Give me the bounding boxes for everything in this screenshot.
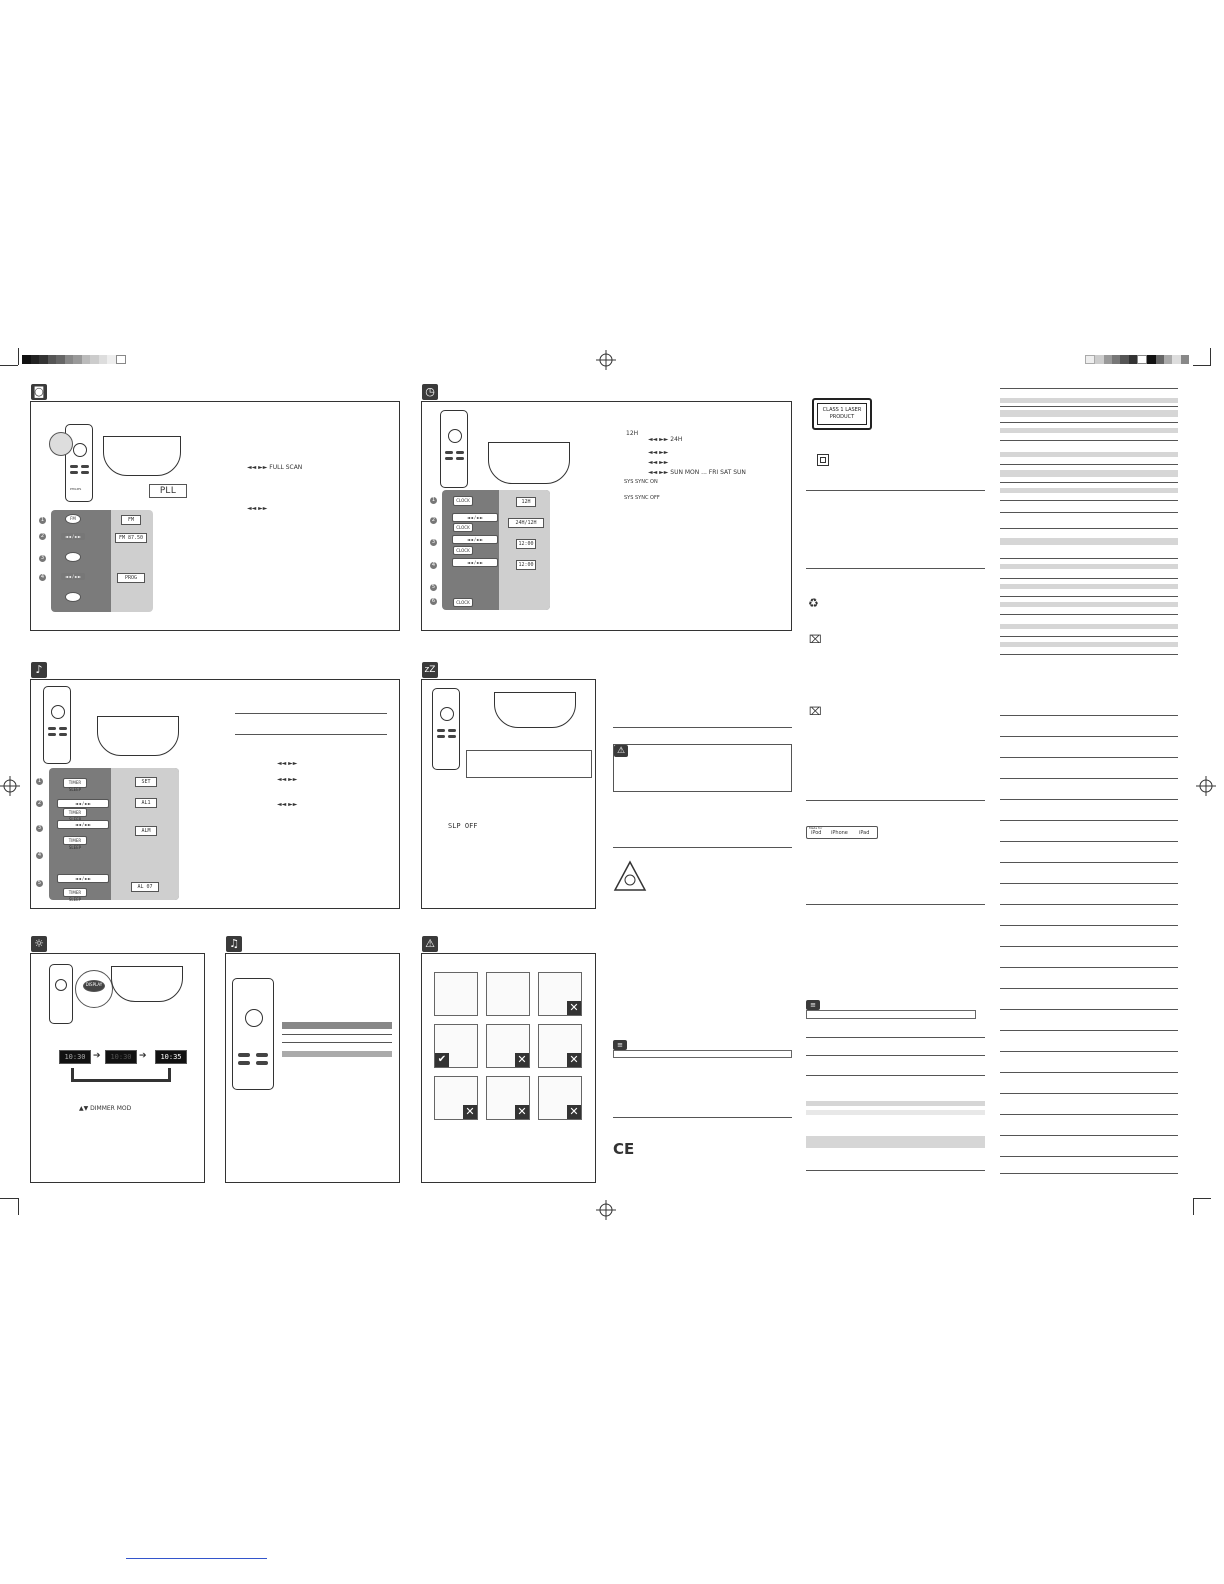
step-display: ALM (135, 826, 157, 836)
laser-product-label (812, 398, 872, 430)
spec-row (806, 1136, 985, 1148)
divider (282, 1042, 392, 1043)
note-line: ◄◄ ►► (648, 459, 669, 466)
step-button: TIMER SLEEP (63, 778, 87, 788)
sleep-display-strip (466, 750, 592, 778)
spec-list (1000, 715, 1178, 1175)
note-line: ◄◄ ►► SUN MON ... FRI SAT SUN (648, 469, 746, 476)
registration-mark-bottom (596, 1200, 616, 1220)
ce-mark: CE (613, 1140, 635, 1158)
remote-control (49, 964, 73, 1024)
radio-step-displays (111, 510, 153, 612)
color-bar-right (1085, 355, 1189, 364)
step-button: ◄◄ / ►► (57, 820, 109, 829)
safety-illustration: ✕ (486, 1076, 530, 1120)
crop-mark (1210, 348, 1211, 365)
divider (806, 1037, 985, 1038)
radio-panel (30, 401, 400, 631)
divider (613, 727, 792, 728)
note-box (613, 1040, 792, 1059)
caution-box (613, 744, 792, 792)
arrow-icon: ➔ (139, 1051, 147, 1061)
double-insulation-icon (817, 454, 829, 466)
display-button: DISPLAY (83, 980, 105, 992)
clock-panel (421, 401, 792, 631)
brightness-caption: ▲▼ DIMMER MOD (79, 1105, 132, 1112)
divider (806, 568, 985, 569)
safety-illustration (486, 972, 530, 1016)
step-display: AL 07 (131, 882, 159, 892)
brightness-panel (30, 953, 205, 1183)
arrow-icon: ➔ (93, 1051, 101, 1061)
radio-icon: ◙ (31, 384, 47, 400)
battery-bin-icon: ⌧ (809, 705, 822, 718)
safety-illustration: ✕ (486, 1024, 530, 1068)
step-display: FM 87.50 (115, 533, 147, 543)
step-button (65, 552, 81, 562)
step-number: 1 (431, 497, 436, 503)
divider (613, 847, 792, 848)
note-line: ◄◄ ►► FULL SCAN (247, 464, 303, 471)
hearing-warning-icon (613, 860, 647, 892)
safety-illustration: ✕ (538, 1024, 582, 1068)
remote-control (232, 978, 274, 1090)
step-display: AL1 (135, 798, 157, 808)
step-button: FM (65, 514, 81, 524)
crop-mark (0, 1198, 18, 1199)
step-display: PROG (117, 573, 145, 583)
divider (613, 1117, 792, 1118)
registration-mark-left (0, 776, 20, 796)
divider (235, 734, 387, 735)
table-header (282, 1022, 392, 1029)
step-number: 3 (40, 555, 45, 561)
step-button: CLOCK (453, 496, 473, 506)
registration-mark-top (596, 350, 616, 370)
step-button: ◄◄ / ►► (452, 513, 498, 522)
note-box (806, 1000, 976, 1020)
spec-row (806, 1101, 985, 1106)
made-for-ipod: iPod (811, 830, 822, 836)
step-number: 2 (40, 533, 45, 539)
safety-illustration (434, 972, 478, 1016)
crop-mark (0, 365, 18, 366)
note-line: SYS SYNC ON (624, 479, 658, 485)
clock-display: 10:30 (59, 1050, 91, 1064)
laser-label-text: CLASS 1 LASER PRODUCT (817, 403, 867, 425)
note-line: SYS SYNC OFF (624, 495, 660, 501)
sleep-panel (421, 679, 596, 909)
brightness-icon: ☼ (31, 936, 47, 952)
clock-icon: ◷ (422, 384, 438, 400)
step-number: 4 (37, 852, 42, 858)
note-line: ◄◄ ►► 24H (648, 436, 683, 443)
step-button: CLOCK (453, 523, 473, 532)
step-number: 1 (37, 778, 42, 784)
crop-mark (1193, 365, 1211, 366)
remote-brand: PHILIPS (70, 487, 82, 491)
spec-row (806, 1110, 985, 1115)
step-number: 5 (37, 880, 42, 886)
music-panel (225, 953, 400, 1183)
registration-mark-right (1196, 776, 1216, 796)
divider (806, 800, 985, 801)
remote-control (432, 688, 460, 770)
note-line: ◄◄ ►► (277, 776, 298, 783)
step-button: ◄◄ / ►► (452, 535, 498, 544)
note-line: ◄◄ ►► (277, 801, 298, 808)
table-header (282, 1051, 392, 1057)
speaker-unit (111, 966, 183, 1002)
step-number: 4 (431, 562, 436, 568)
crop-mark (1193, 1198, 1211, 1199)
step-number: 2 (431, 517, 436, 523)
step-number: 4 (40, 574, 45, 580)
step-button: CLOCK (453, 546, 473, 555)
recycle-icon: ♻ (808, 596, 819, 610)
divider (282, 1034, 392, 1035)
caution-icon: ⚠ (614, 745, 628, 757)
step-number: 3 (431, 539, 436, 545)
cycle-arrow (71, 1068, 171, 1082)
safety-illustration: ✕ (538, 1076, 582, 1120)
weee-bin-icon: ⌧ (809, 633, 822, 646)
safety-panel (421, 953, 596, 1183)
note-line: ◄◄ ►► (247, 505, 268, 512)
step-button: ◄◄ / ►► (61, 573, 85, 580)
speaker-unit (103, 436, 181, 476)
note-line: ◄◄ ►► (277, 760, 298, 767)
safety-illustration: ✔ (434, 1024, 478, 1068)
alarm-panel (30, 679, 400, 909)
step-number: 3 (37, 825, 42, 831)
step-button: ◄◄ / ►► (57, 799, 109, 808)
speaker-unit (97, 716, 179, 756)
step-display: SET (135, 777, 157, 787)
unit-display: PLL (149, 484, 187, 498)
bell-icon: ♪ (31, 662, 47, 678)
crop-mark (18, 1198, 19, 1215)
step-button: ◄◄ / ►► (61, 533, 85, 540)
highlight-circle (49, 432, 73, 456)
step-display: 12H (516, 497, 536, 507)
divider (806, 1055, 985, 1056)
link-underline (126, 1558, 267, 1559)
note-icon: ≡ (806, 1000, 820, 1010)
remote-control (440, 410, 468, 488)
safety-illustration: ✕ (538, 972, 582, 1016)
speaker-unit (494, 692, 576, 728)
note-line: ◄◄ ►► (648, 449, 669, 456)
crop-mark (18, 348, 19, 365)
step-button (65, 592, 81, 602)
made-for-badge (806, 826, 878, 839)
note-icon: ≡ (613, 1040, 627, 1050)
step-number: 5 (431, 584, 436, 590)
step-number: 2 (37, 800, 42, 806)
divider (806, 490, 985, 491)
speaker-unit (488, 442, 570, 484)
divider (235, 713, 387, 714)
made-for-ipad: iPad (859, 830, 870, 836)
divider (806, 1075, 985, 1076)
remote-control (43, 686, 71, 764)
made-for-label: Made for (809, 826, 823, 830)
step-button: ◄◄ / ►► (57, 874, 109, 883)
clock-display: 10:35 (155, 1050, 187, 1064)
note-line: 12H (626, 430, 639, 437)
warning-icon: ⚠ (422, 936, 438, 952)
crop-mark (1193, 1198, 1194, 1215)
safety-illustration: ✕ (434, 1076, 478, 1120)
clock-step-displays (499, 490, 550, 610)
sleep-icon: zZ (422, 662, 438, 678)
step-button: TIMER SLEEP (63, 836, 87, 845)
sleep-display-text: SLP OFF (448, 822, 478, 830)
step-button: TIMER (63, 808, 87, 817)
step-display: FM (121, 515, 141, 525)
step-number: 6 (431, 598, 436, 604)
step-display: 24H/12H (508, 518, 544, 528)
step-button: ◄◄ / ►► (452, 558, 498, 567)
step-display: 12:00 (516, 560, 536, 570)
music-icon: ♫ (226, 936, 242, 952)
spec-table (1000, 388, 1178, 660)
made-for-iphone: iPhone (831, 830, 848, 836)
step-number: 1 (40, 517, 45, 523)
divider (806, 904, 985, 905)
color-bar-left (22, 355, 126, 364)
divider (806, 1170, 985, 1171)
step-button: TIMER SLEEP (63, 888, 87, 897)
step-display: 12:00 (516, 539, 536, 549)
clock-display: 10:30 (105, 1050, 137, 1064)
step-button: CLOCK (453, 598, 473, 607)
